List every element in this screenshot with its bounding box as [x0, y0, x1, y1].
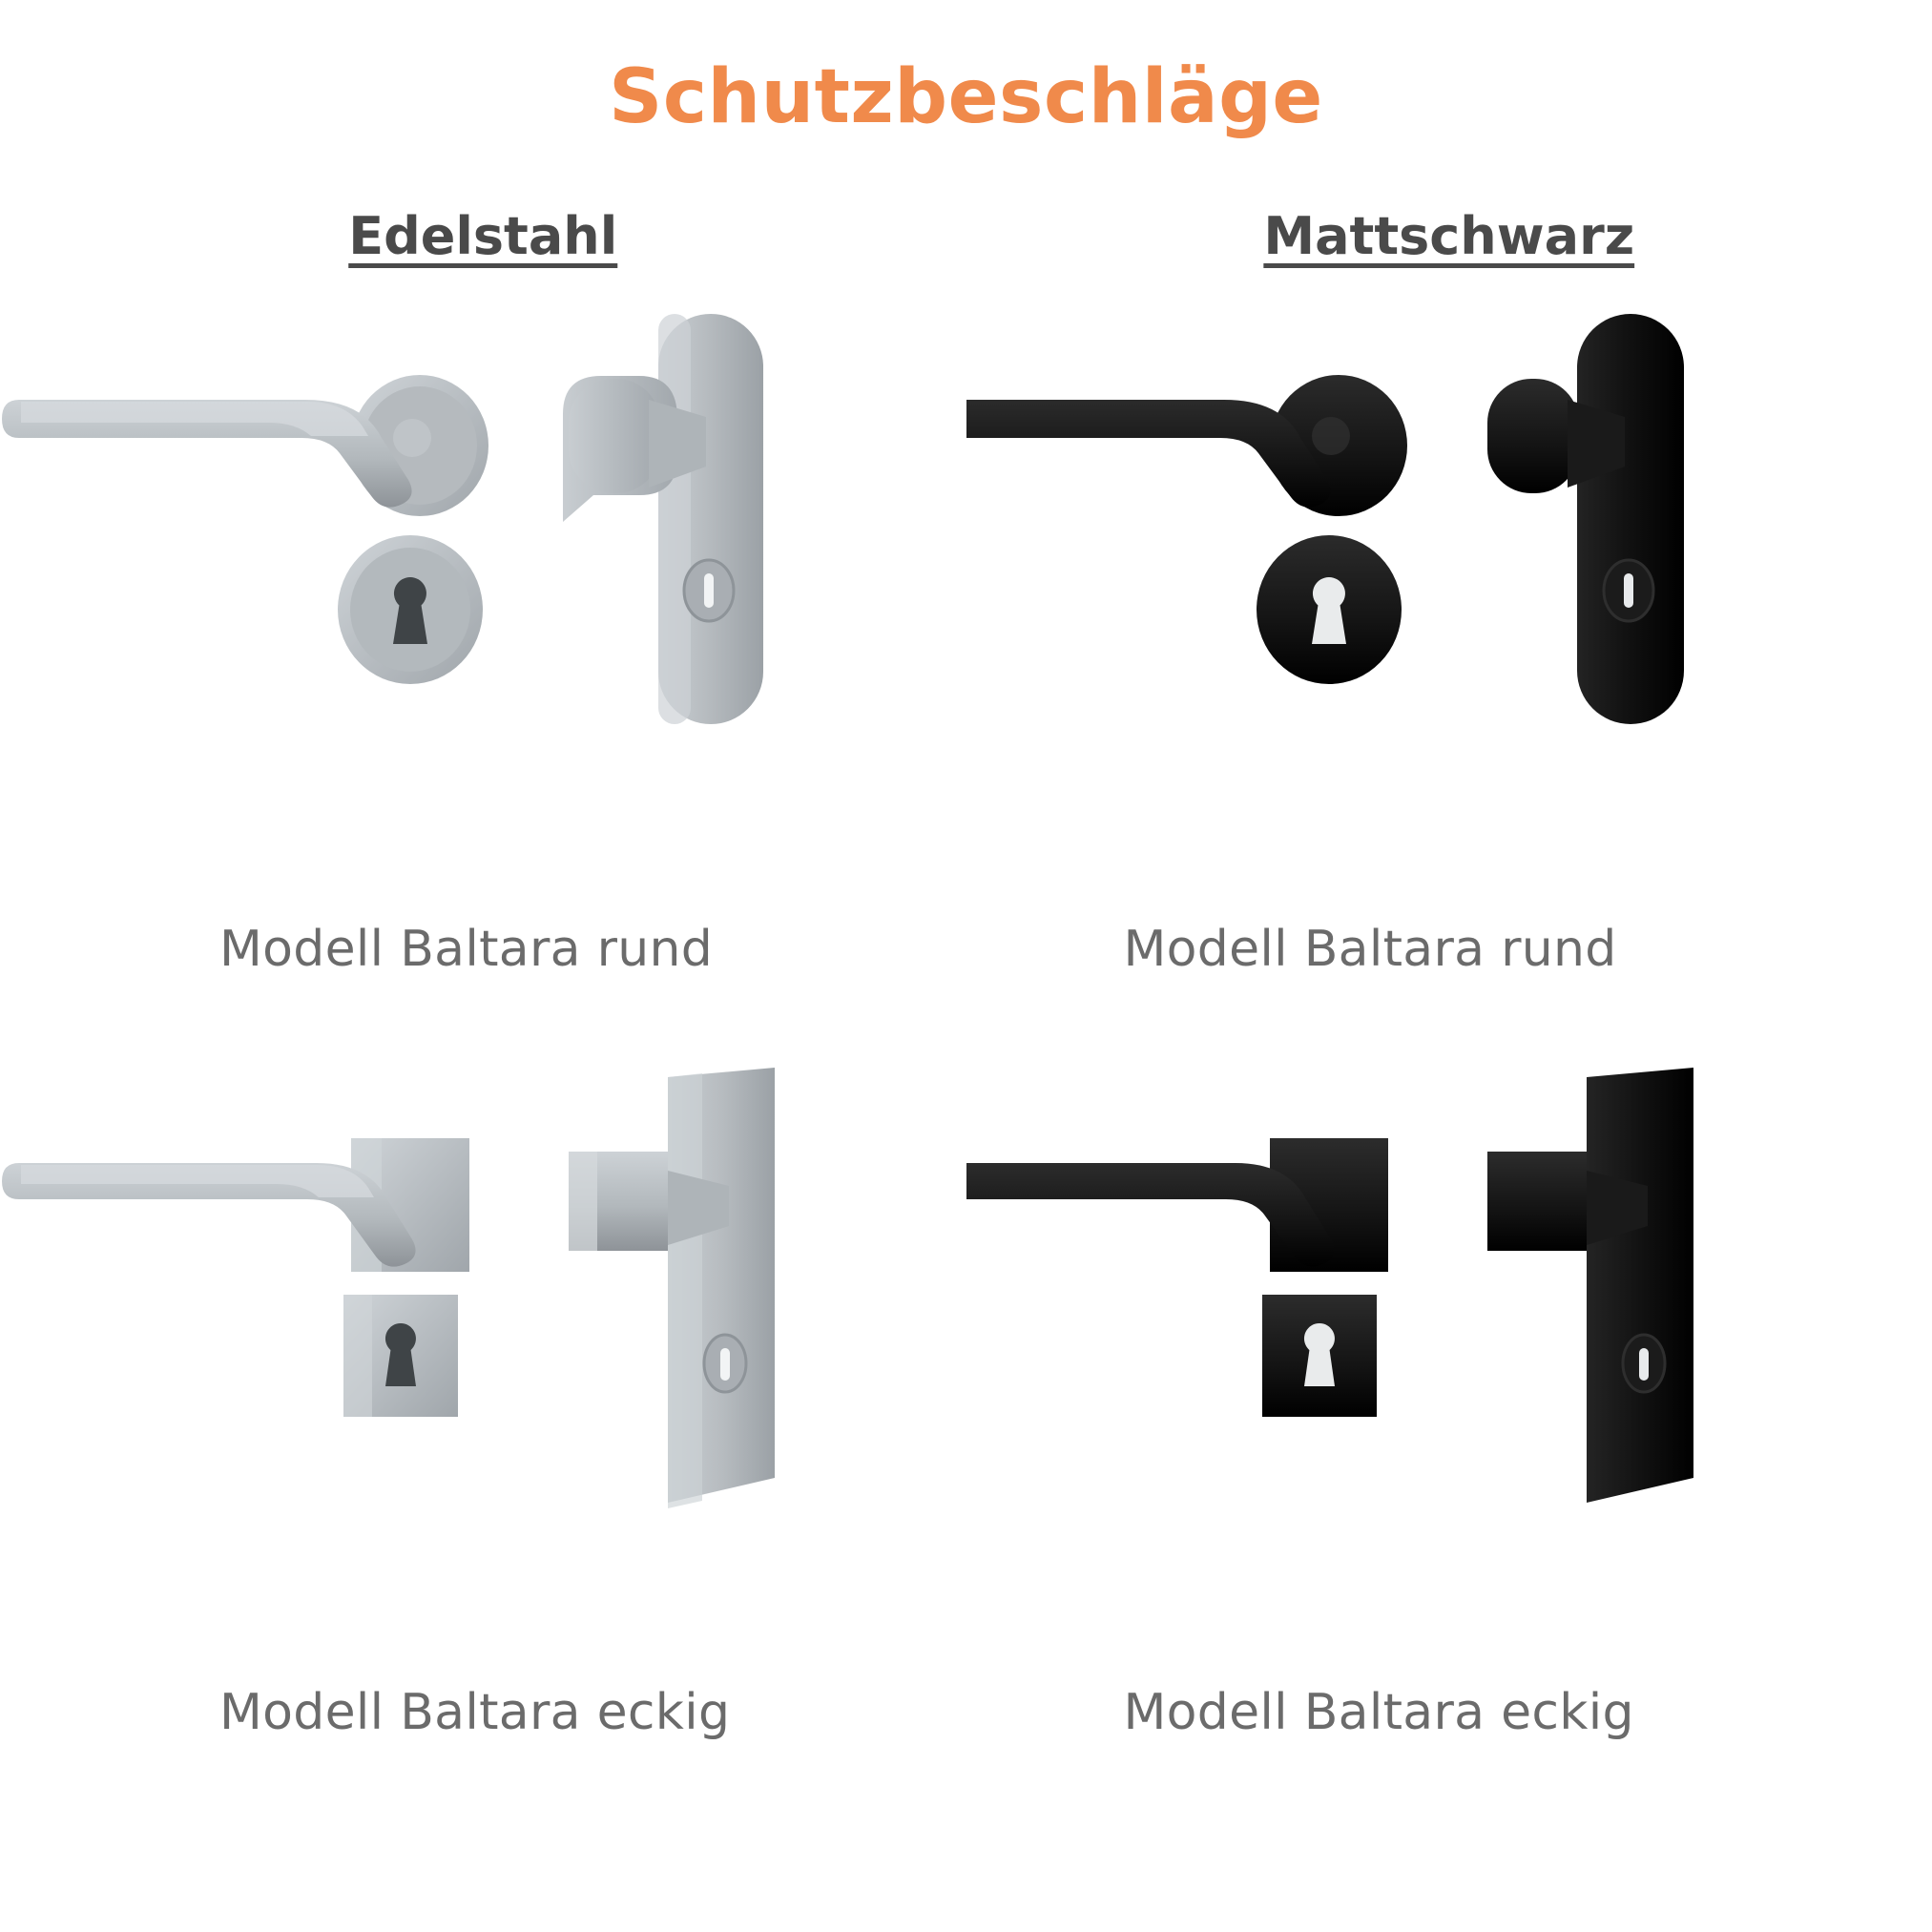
- product-caption: Modell Baltara eckig: [1123, 1683, 1634, 1741]
- column-headers: [0, 206, 1932, 266]
- product-cell-square-black[interactable]: [966, 1068, 1932, 1831]
- product-caption: Modell Baltara eckig: [219, 1683, 731, 1741]
- product-caption: Modell Baltara rund: [1123, 920, 1617, 978]
- door-handle-square-black-icon: [966, 1068, 1932, 1678]
- product-cell-round-black[interactable]: [966, 304, 1932, 1068]
- column-header-edelstahl: Edelstahl: [348, 205, 618, 266]
- door-handle-round-stainless-icon: [0, 304, 966, 915]
- product-cell-round-stainless[interactable]: [0, 304, 966, 1068]
- door-handle-square-stainless-icon: [0, 1068, 966, 1678]
- product-grid: [0, 304, 1932, 1831]
- product-cell-square-stainless[interactable]: [0, 1068, 966, 1831]
- column-header-mattschwarz: Mattschwarz: [1263, 205, 1635, 266]
- door-handle-round-black-icon: [966, 304, 1932, 915]
- product-caption: Modell Baltara rund: [219, 920, 714, 978]
- page-title: Schutzbeschläge: [609, 54, 1323, 140]
